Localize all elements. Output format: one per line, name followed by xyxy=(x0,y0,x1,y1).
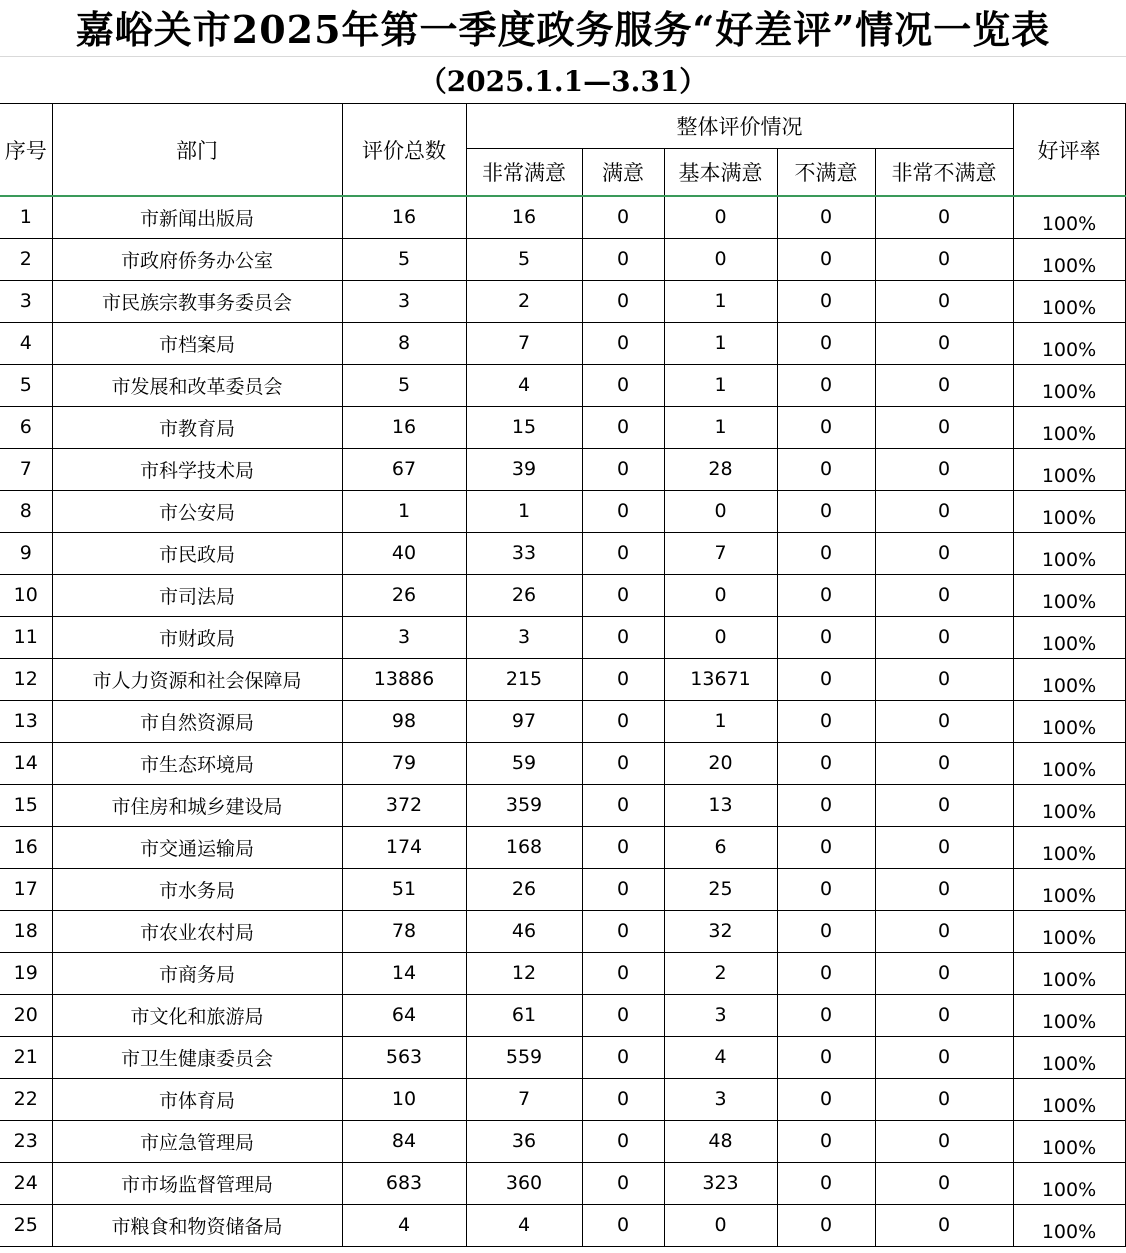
cell-good-rate: 100% xyxy=(1013,406,1125,448)
cell-satisfied: 0 xyxy=(582,658,664,700)
table-row xyxy=(0,196,1125,238)
cell-basic-satisfied: 2 xyxy=(664,952,777,994)
cell-dissatisfied: 0 xyxy=(777,280,875,322)
cell-satisfied: 0 xyxy=(582,196,664,238)
cell-seq: 12 xyxy=(0,658,52,700)
cell-very-dissatisfied: 0 xyxy=(875,196,1013,238)
cell-dept: 市档案局 xyxy=(52,322,342,364)
cell-satisfied: 0 xyxy=(582,448,664,490)
table-body xyxy=(0,196,1125,1246)
cell-basic-satisfied: 20 xyxy=(664,742,777,784)
cell-basic-satisfied: 25 xyxy=(664,868,777,910)
cell-good-rate: 100% xyxy=(1013,1204,1125,1246)
cell-very-satisfied: 4 xyxy=(466,364,582,406)
cell-seq: 18 xyxy=(0,910,52,952)
cell-satisfied: 0 xyxy=(582,406,664,448)
table-row xyxy=(0,406,1125,448)
cell-dept: 市公安局 xyxy=(52,490,342,532)
cell-dissatisfied: 0 xyxy=(777,1078,875,1120)
cell-seq: 7 xyxy=(0,448,52,490)
table-row xyxy=(0,1162,1125,1204)
cell-dissatisfied: 0 xyxy=(777,574,875,616)
cell-basic-satisfied: 6 xyxy=(664,826,777,868)
cell-seq: 19 xyxy=(0,952,52,994)
cell-total: 64 xyxy=(342,994,466,1036)
cell-basic-satisfied: 3 xyxy=(664,1078,777,1120)
cell-dept: 市发展和改革委员会 xyxy=(52,364,342,406)
cell-very-satisfied: 26 xyxy=(466,868,582,910)
cell-good-rate: 100% xyxy=(1013,826,1125,868)
cell-dissatisfied: 0 xyxy=(777,490,875,532)
cell-satisfied: 0 xyxy=(582,700,664,742)
cell-total: 683 xyxy=(342,1162,466,1204)
cell-dissatisfied: 0 xyxy=(777,238,875,280)
cell-total: 10 xyxy=(342,1078,466,1120)
cell-total: 78 xyxy=(342,910,466,952)
table-row xyxy=(0,1036,1125,1078)
cell-dissatisfied: 0 xyxy=(777,784,875,826)
cell-total: 40 xyxy=(342,532,466,574)
cell-good-rate: 100% xyxy=(1013,784,1125,826)
cell-very-dissatisfied: 0 xyxy=(875,364,1013,406)
cell-very-satisfied: 15 xyxy=(466,406,582,448)
cell-very-satisfied: 1 xyxy=(466,490,582,532)
table-row xyxy=(0,910,1125,952)
table-row xyxy=(0,238,1125,280)
table-row xyxy=(0,490,1125,532)
cell-satisfied: 0 xyxy=(582,280,664,322)
cell-dept: 市文化和旅游局 xyxy=(52,994,342,1036)
cell-satisfied: 0 xyxy=(582,952,664,994)
cell-basic-satisfied: 1 xyxy=(664,700,777,742)
cell-total: 563 xyxy=(342,1036,466,1078)
cell-very-dissatisfied: 0 xyxy=(875,1078,1013,1120)
cell-total: 84 xyxy=(342,1120,466,1162)
cell-basic-satisfied: 1 xyxy=(664,322,777,364)
cell-good-rate: 100% xyxy=(1013,910,1125,952)
cell-dissatisfied: 0 xyxy=(777,1036,875,1078)
cell-total: 372 xyxy=(342,784,466,826)
cell-dissatisfied: 0 xyxy=(777,448,875,490)
cell-basic-satisfied: 3 xyxy=(664,994,777,1036)
cell-very-satisfied: 4 xyxy=(466,1204,582,1246)
cell-very-dissatisfied: 0 xyxy=(875,910,1013,952)
cell-satisfied: 0 xyxy=(582,238,664,280)
cell-dissatisfied: 0 xyxy=(777,700,875,742)
cell-very-dissatisfied: 0 xyxy=(875,1120,1013,1162)
cell-basic-satisfied: 0 xyxy=(664,616,777,658)
cell-basic-satisfied: 13 xyxy=(664,784,777,826)
cell-basic-satisfied: 28 xyxy=(664,448,777,490)
cell-very-satisfied: 26 xyxy=(466,574,582,616)
table-row xyxy=(0,868,1125,910)
cell-very-satisfied: 559 xyxy=(466,1036,582,1078)
cell-very-dissatisfied: 0 xyxy=(875,238,1013,280)
evaluation-table xyxy=(0,103,1126,1247)
cell-very-satisfied: 59 xyxy=(466,742,582,784)
cell-satisfied: 0 xyxy=(582,910,664,952)
cell-total: 26 xyxy=(342,574,466,616)
cell-very-satisfied: 360 xyxy=(466,1162,582,1204)
cell-good-rate: 100% xyxy=(1013,1036,1125,1078)
cell-seq: 4 xyxy=(0,322,52,364)
cell-very-dissatisfied: 0 xyxy=(875,280,1013,322)
cell-good-rate: 100% xyxy=(1013,448,1125,490)
cell-dept: 市自然资源局 xyxy=(52,700,342,742)
cell-good-rate: 100% xyxy=(1013,322,1125,364)
cell-total: 16 xyxy=(342,406,466,448)
cell-seq: 25 xyxy=(0,1204,52,1246)
table-row xyxy=(0,322,1125,364)
cell-seq: 15 xyxy=(0,784,52,826)
cell-total: 4 xyxy=(342,1204,466,1246)
cell-basic-satisfied: 0 xyxy=(664,490,777,532)
cell-dept: 市住房和城乡建设局 xyxy=(52,784,342,826)
cell-seq: 23 xyxy=(0,1120,52,1162)
cell-satisfied: 0 xyxy=(582,1120,664,1162)
cell-good-rate: 100% xyxy=(1013,658,1125,700)
cell-dept: 市交通运输局 xyxy=(52,826,342,868)
cell-satisfied: 0 xyxy=(582,364,664,406)
cell-good-rate: 100% xyxy=(1013,280,1125,322)
cell-dept: 市水务局 xyxy=(52,868,342,910)
cell-dept: 市教育局 xyxy=(52,406,342,448)
cell-basic-satisfied: 1 xyxy=(664,364,777,406)
cell-very-dissatisfied: 0 xyxy=(875,322,1013,364)
cell-very-satisfied: 3 xyxy=(466,616,582,658)
cell-basic-satisfied: 0 xyxy=(664,196,777,238)
cell-total: 13886 xyxy=(342,658,466,700)
cell-dissatisfied: 0 xyxy=(777,826,875,868)
table-row xyxy=(0,1120,1125,1162)
cell-basic-satisfied: 32 xyxy=(664,910,777,952)
cell-very-dissatisfied: 0 xyxy=(875,700,1013,742)
cell-very-dissatisfied: 0 xyxy=(875,784,1013,826)
table-row xyxy=(0,952,1125,994)
cell-dissatisfied: 0 xyxy=(777,910,875,952)
cell-satisfied: 0 xyxy=(582,826,664,868)
cell-satisfied: 0 xyxy=(582,532,664,574)
cell-good-rate: 100% xyxy=(1013,490,1125,532)
cell-good-rate: 100% xyxy=(1013,574,1125,616)
cell-dissatisfied: 0 xyxy=(777,532,875,574)
cell-total: 3 xyxy=(342,280,466,322)
cell-very-dissatisfied: 0 xyxy=(875,1204,1013,1246)
cell-dept: 市体育局 xyxy=(52,1078,342,1120)
cell-very-satisfied: 7 xyxy=(466,1078,582,1120)
row-divider xyxy=(0,56,1126,57)
cell-very-dissatisfied: 0 xyxy=(875,406,1013,448)
cell-good-rate: 100% xyxy=(1013,742,1125,784)
cell-good-rate: 100% xyxy=(1013,364,1125,406)
header-very-dissatisfied: 非常不满意 xyxy=(875,149,1013,197)
cell-very-dissatisfied: 0 xyxy=(875,1036,1013,1078)
cell-satisfied: 0 xyxy=(582,1162,664,1204)
cell-total: 8 xyxy=(342,322,466,364)
cell-basic-satisfied: 1 xyxy=(664,280,777,322)
cell-very-satisfied: 39 xyxy=(466,448,582,490)
cell-dept: 市卫生健康委员会 xyxy=(52,1036,342,1078)
table-row xyxy=(0,1204,1125,1246)
header-basic-satisfied: 基本满意 xyxy=(664,149,777,197)
cell-total: 51 xyxy=(342,868,466,910)
cell-very-satisfied: 97 xyxy=(466,700,582,742)
cell-good-rate: 100% xyxy=(1013,238,1125,280)
cell-dissatisfied: 0 xyxy=(777,952,875,994)
cell-total: 1 xyxy=(342,490,466,532)
cell-total: 3 xyxy=(342,616,466,658)
cell-dissatisfied: 0 xyxy=(777,868,875,910)
cell-satisfied: 0 xyxy=(582,742,664,784)
table-row xyxy=(0,784,1125,826)
cell-total: 79 xyxy=(342,742,466,784)
cell-good-rate: 100% xyxy=(1013,700,1125,742)
cell-dept: 市司法局 xyxy=(52,574,342,616)
cell-seq: 5 xyxy=(0,364,52,406)
cell-very-dissatisfied: 0 xyxy=(875,952,1013,994)
cell-good-rate: 100% xyxy=(1013,196,1125,238)
cell-dissatisfied: 0 xyxy=(777,742,875,784)
cell-dept: 市生态环境局 xyxy=(52,742,342,784)
cell-dissatisfied: 0 xyxy=(777,616,875,658)
cell-dissatisfied: 0 xyxy=(777,1204,875,1246)
cell-satisfied: 0 xyxy=(582,322,664,364)
cell-seq: 2 xyxy=(0,238,52,280)
cell-seq: 10 xyxy=(0,574,52,616)
cell-dissatisfied: 0 xyxy=(777,1162,875,1204)
cell-seq: 20 xyxy=(0,994,52,1036)
cell-dissatisfied: 0 xyxy=(777,406,875,448)
cell-very-satisfied: 61 xyxy=(466,994,582,1036)
cell-very-satisfied: 16 xyxy=(466,196,582,238)
cell-seq: 14 xyxy=(0,742,52,784)
table-row xyxy=(0,280,1125,322)
cell-dept: 市新闻出版局 xyxy=(52,196,342,238)
table-row xyxy=(0,994,1125,1036)
cell-total: 14 xyxy=(342,952,466,994)
cell-dissatisfied: 0 xyxy=(777,322,875,364)
cell-very-satisfied: 359 xyxy=(466,784,582,826)
cell-total: 5 xyxy=(342,238,466,280)
cell-dissatisfied: 0 xyxy=(777,364,875,406)
cell-good-rate: 100% xyxy=(1013,1162,1125,1204)
header-dissatisfied: 不满意 xyxy=(777,149,875,197)
cell-seq: 24 xyxy=(0,1162,52,1204)
cell-very-dissatisfied: 0 xyxy=(875,826,1013,868)
cell-dept: 市粮食和物资储备局 xyxy=(52,1204,342,1246)
cell-very-dissatisfied: 0 xyxy=(875,742,1013,784)
cell-dept: 市应急管理局 xyxy=(52,1120,342,1162)
cell-good-rate: 100% xyxy=(1013,1078,1125,1120)
cell-satisfied: 0 xyxy=(582,574,664,616)
cell-very-dissatisfied: 0 xyxy=(875,532,1013,574)
cell-total: 16 xyxy=(342,196,466,238)
cell-seq: 22 xyxy=(0,1078,52,1120)
cell-dept: 市民族宗教事务委员会 xyxy=(52,280,342,322)
cell-dissatisfied: 0 xyxy=(777,196,875,238)
cell-seq: 17 xyxy=(0,868,52,910)
cell-dissatisfied: 0 xyxy=(777,658,875,700)
cell-dept: 市商务局 xyxy=(52,952,342,994)
cell-very-satisfied: 7 xyxy=(466,322,582,364)
cell-basic-satisfied: 4 xyxy=(664,1036,777,1078)
cell-very-satisfied: 46 xyxy=(466,910,582,952)
table-row xyxy=(0,658,1125,700)
cell-basic-satisfied: 323 xyxy=(664,1162,777,1204)
table-row xyxy=(0,364,1125,406)
cell-satisfied: 0 xyxy=(582,868,664,910)
cell-dept: 市市场监督管理局 xyxy=(52,1162,342,1204)
table-row xyxy=(0,616,1125,658)
header-very-satisfied: 非常满意 xyxy=(466,149,582,197)
cell-satisfied: 0 xyxy=(582,616,664,658)
cell-satisfied: 0 xyxy=(582,994,664,1036)
cell-good-rate: 100% xyxy=(1013,1120,1125,1162)
header-total: 评价总数 xyxy=(342,104,466,197)
cell-dissatisfied: 0 xyxy=(777,1120,875,1162)
cell-very-satisfied: 2 xyxy=(466,280,582,322)
cell-very-satisfied: 33 xyxy=(466,532,582,574)
cell-satisfied: 0 xyxy=(582,784,664,826)
table-row xyxy=(0,532,1125,574)
cell-total: 98 xyxy=(342,700,466,742)
cell-good-rate: 100% xyxy=(1013,616,1125,658)
cell-seq: 3 xyxy=(0,280,52,322)
cell-total: 5 xyxy=(342,364,466,406)
cell-very-satisfied: 5 xyxy=(466,238,582,280)
cell-basic-satisfied: 1 xyxy=(664,406,777,448)
header-satisfied: 满意 xyxy=(582,149,664,197)
cell-dept: 市民政局 xyxy=(52,532,342,574)
cell-very-dissatisfied: 0 xyxy=(875,448,1013,490)
cell-very-dissatisfied: 0 xyxy=(875,616,1013,658)
cell-good-rate: 100% xyxy=(1013,952,1125,994)
cell-very-satisfied: 215 xyxy=(466,658,582,700)
table-row xyxy=(0,1078,1125,1120)
cell-total: 174 xyxy=(342,826,466,868)
cell-very-satisfied: 168 xyxy=(466,826,582,868)
cell-satisfied: 0 xyxy=(582,1204,664,1246)
cell-seq: 16 xyxy=(0,826,52,868)
cell-basic-satisfied: 48 xyxy=(664,1120,777,1162)
cell-very-dissatisfied: 0 xyxy=(875,490,1013,532)
cell-basic-satisfied: 0 xyxy=(664,238,777,280)
cell-dept: 市科学技术局 xyxy=(52,448,342,490)
table-row xyxy=(0,742,1125,784)
table-row xyxy=(0,826,1125,868)
cell-satisfied: 0 xyxy=(582,490,664,532)
header-overall: 整体评价情况 xyxy=(466,104,1013,149)
cell-total: 67 xyxy=(342,448,466,490)
cell-seq: 9 xyxy=(0,532,52,574)
table-row xyxy=(0,574,1125,616)
cell-very-dissatisfied: 0 xyxy=(875,574,1013,616)
header-good-rate: 好评率 xyxy=(1013,104,1125,197)
header-dept: 部门 xyxy=(52,104,342,197)
cell-good-rate: 100% xyxy=(1013,532,1125,574)
table-row xyxy=(0,448,1125,490)
cell-seq: 1 xyxy=(0,196,52,238)
table-row xyxy=(0,700,1125,742)
cell-basic-satisfied: 7 xyxy=(664,532,777,574)
cell-satisfied: 0 xyxy=(582,1078,664,1120)
cell-seq: 6 xyxy=(0,406,52,448)
cell-dept: 市政府侨务办公室 xyxy=(52,238,342,280)
cell-very-dissatisfied: 0 xyxy=(875,994,1013,1036)
cell-very-dissatisfied: 0 xyxy=(875,658,1013,700)
cell-very-dissatisfied: 0 xyxy=(875,1162,1013,1204)
cell-very-satisfied: 12 xyxy=(466,952,582,994)
header-seq: 序号 xyxy=(0,104,52,197)
cell-dept: 市人力资源和社会保障局 xyxy=(52,658,342,700)
cell-very-satisfied: 36 xyxy=(466,1120,582,1162)
cell-good-rate: 100% xyxy=(1013,868,1125,910)
cell-very-dissatisfied: 0 xyxy=(875,868,1013,910)
cell-basic-satisfied: 0 xyxy=(664,574,777,616)
cell-seq: 8 xyxy=(0,490,52,532)
cell-seq: 21 xyxy=(0,1036,52,1078)
cell-basic-satisfied: 13671 xyxy=(664,658,777,700)
page-title: 嘉峪关市2025年第一季度政务服务“好差评”情况一览表 xyxy=(75,7,1051,52)
date-range-subtitle: （2025.1.1—3.31） xyxy=(418,65,708,98)
cell-satisfied: 0 xyxy=(582,1036,664,1078)
cell-seq: 11 xyxy=(0,616,52,658)
cell-dissatisfied: 0 xyxy=(777,994,875,1036)
cell-basic-satisfied: 0 xyxy=(664,1204,777,1246)
cell-dept: 市农业农村局 xyxy=(52,910,342,952)
cell-good-rate: 100% xyxy=(1013,994,1125,1036)
cell-seq: 13 xyxy=(0,700,52,742)
cell-dept: 市财政局 xyxy=(52,616,342,658)
